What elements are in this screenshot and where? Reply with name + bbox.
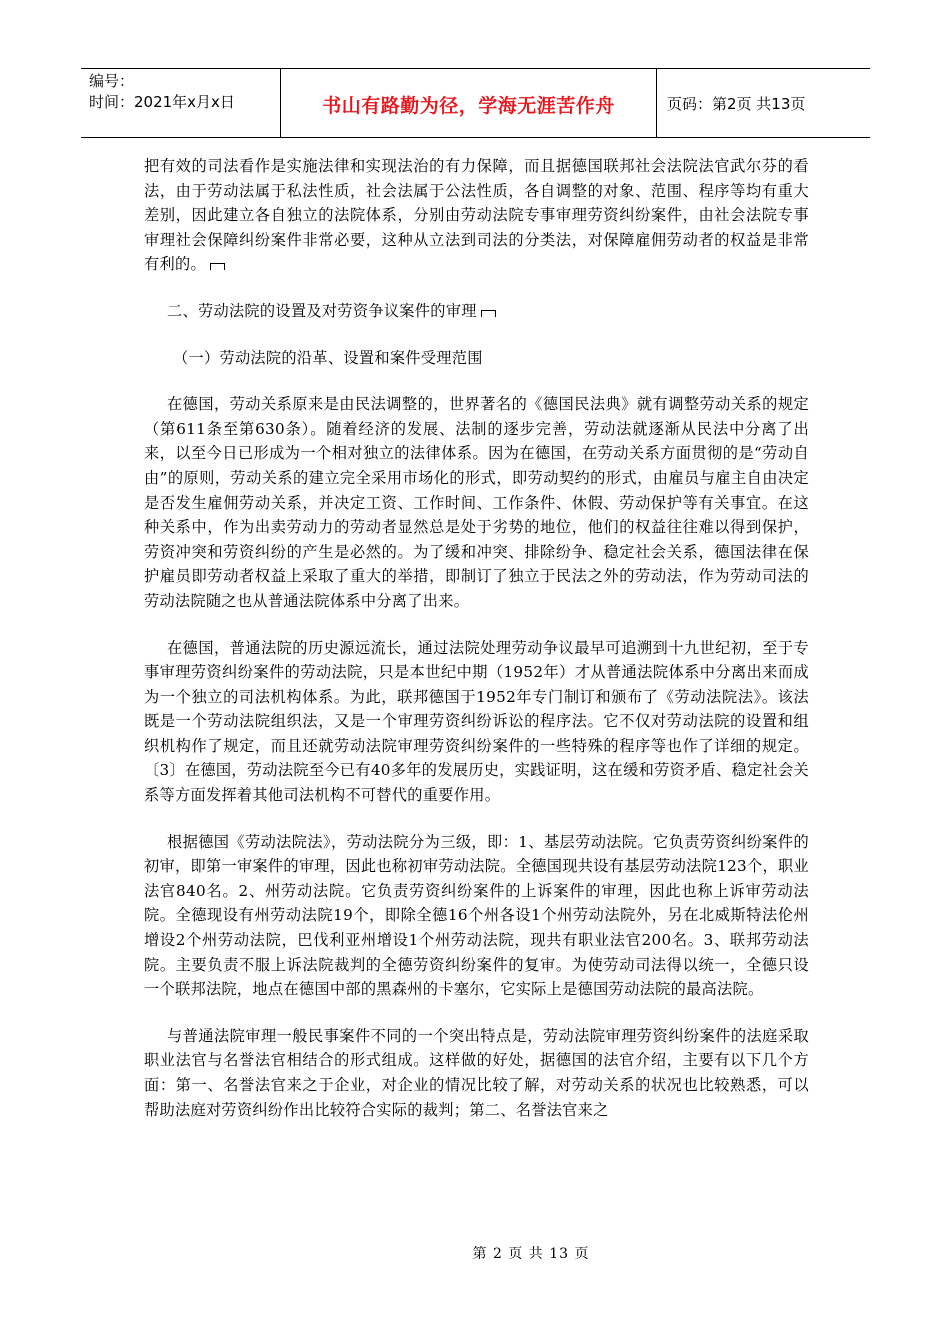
page-footer	[0, 1243, 950, 1263]
body-paragraph: 在德国，普通法院的历史源远流长，通过法院处理劳动争议最早可追溯到十九世纪初，至于专事审理劳资纠纷案件的劳动法院，只是本世纪中期（1952年）才从普通法院体系中分离出来而成为一个独立的司法机构体系。为此，联邦德国于1952年专门制订和颁布了《劳动法院法》。该法既是一个劳动法院组织法，又是一个审理劳资纠纷诉讼的程序法。它不仅对劳动法院的设置和组织机构作了规定，而且还就劳动法院审理劳资纠纷案件的一些特殊的程序等也作了详细的规定。〔3〕在德国，劳动法院至今已有40多年的发展历史，实践证明，这在缓和劳资矛盾、稳定社会关系等方面发挥着其他司法机构不可替代的重要作用。	[144, 638, 809, 805]
page-header	[81, 68, 870, 138]
section-heading	[144, 299, 809, 324]
paragraph-mark-icon	[210, 263, 225, 270]
header-motto: 书山有路勤为径，学海无涯苦作舟	[322, 94, 615, 117]
paragraph-text: 把有效的司法看作是实施法律和实现法治的有力保障，而且据德国联邦社会法院法官武尔芬的看法，由于劳动法属于私法性质，社会法属于公法性质，各自调整的对象、范围、程序等均有重大差别，因此建立各自独立的法院体系，分别由劳动法院专事审理劳资纠纷案件，由社会法院专事审理社会保障纠纷案件非常必要，这种从立法到司法的分类法，对保障雇佣劳动者的权益是非常有利的。	[144, 157, 809, 274]
header-meta	[81, 69, 281, 137]
header-page-info: 页码：第2页 共13页	[667, 94, 806, 113]
footer-page-number: 第 2 页 共 13 页	[472, 1246, 590, 1262]
body-paragraph	[144, 154, 809, 277]
document-time-label: 时间：2021年x月x日	[89, 93, 235, 111]
body-paragraph: 根据德国《劳动法院法》，劳动法院分为三级，即：1、基层劳动法院。它负责劳资纠纷案件的初审，即第一审案件的审理，因此也称初审劳动法院。全德国现共设有基层劳动法院123个，职业法官840名。2、州劳动法院。它负责劳资纠纷案件的上诉案件的审理，因此也称上诉审劳动法院。全德现设有州劳动法院19个，即除全德16个州各设1个州劳动法院外，另在北威斯特法伦州增设2个州劳动法院，巴伐利亚州增设1个州劳动法院，现共有职业法官200名。3、联邦劳动法院。主要负责不服上诉法院裁判的全德劳资纠纷案件的复审。为使劳动司法得以统一，全德只设一个联邦法院，地点在德国中部的黑森州的卡塞尔，它实际上是德国劳动法院的最高法院。	[144, 832, 809, 999]
paragraph-mark-icon	[481, 310, 496, 317]
document-body	[144, 153, 809, 1144]
body-paragraph: 在德国，劳动关系原来是由民法调整的，世界著名的《德国民法典》就有调整劳动关系的规定（第611条至第630条）。随着经济的发展、法制的逐步完善，劳动法就逐渐从民法中分离了出来，以至今日已形成为一个相对独立的法律体系。因为在德国，在劳动关系方面贯彻的是“劳动自由”的原则，劳动关系的建立完全采用市场化的形式，即劳动契约的形式，由雇员与雇主自由决定是否发生雇佣劳动关系，并决定工资、工作时间、工作条件、休假、劳动保护等有关事宜。在这种关系中，作为出卖劳动力的劳动者显然总是处于劣势的地位，他们的权益往往难以得到保护，劳资冲突和劳资纠纷的产生是必然的。为了缓和冲突、排除纷争、稳定社会关系，德国法律在保护雇员即劳动者权益上采取了重大的举措，即制订了独立于民法之外的劳动法，作为劳动司法的劳动法院随之也从普通法院体系中分离了出来。	[144, 395, 809, 610]
header-motto-cell	[281, 69, 657, 137]
document-number-label: 编号：	[89, 72, 135, 90]
body-paragraph: 与普通法院审理一般民事案件不同的一个突出特点是，劳动法院审理劳资纠纷案件的法庭采取职业法官与名誉法官相结合的形式组成。这样做的好处，据德国的法官介绍，主要有以下几个方面：第一、名誉法官来之于企业，对企业的情况比较了解，对劳动关系的状况也比较熟悉，可以帮助法庭对劳资纠纷作出比较符合实际的裁判；第二、名誉法官来之	[144, 1026, 809, 1119]
section-heading-text: 二、劳动法院的设置及对劳资争议案件的审理	[167, 301, 477, 320]
subsection-heading: （一）劳动法院的沿革、设置和案件受理范围	[173, 348, 483, 367]
